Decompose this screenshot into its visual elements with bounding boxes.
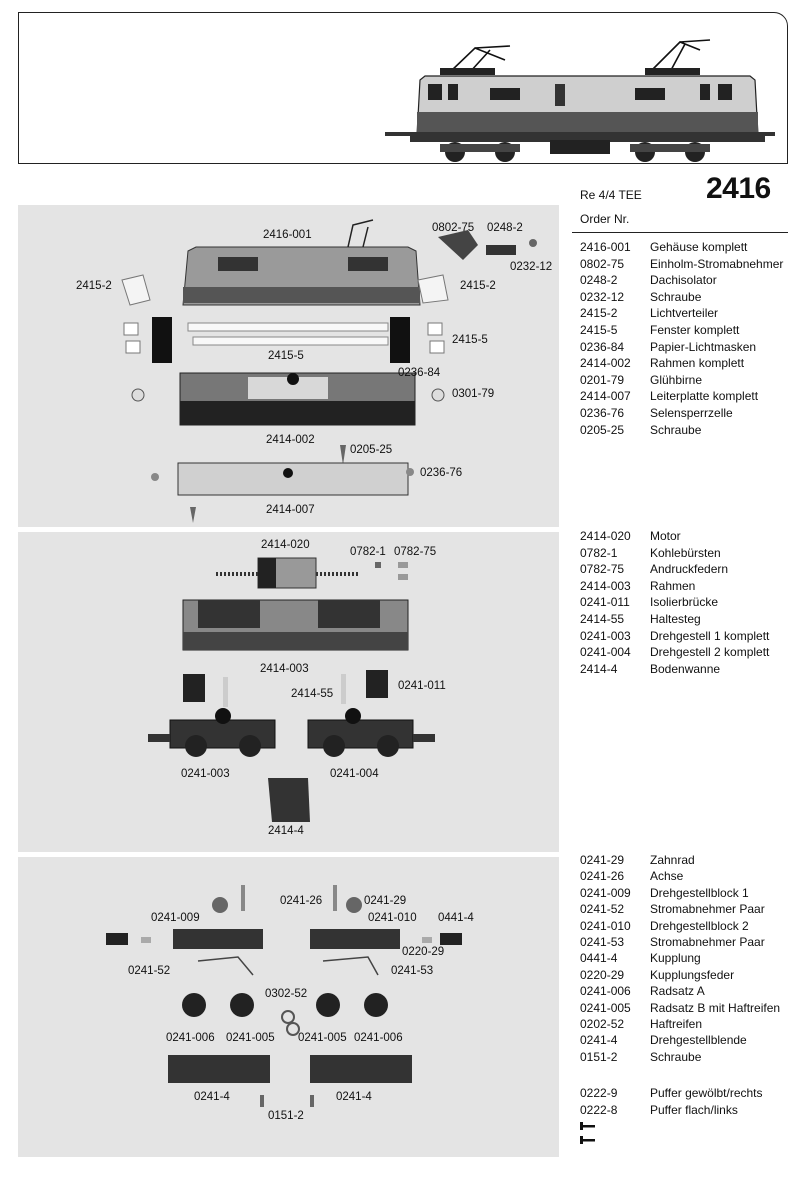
parts-list-chassis xyxy=(580,528,769,677)
part-label: 2414-007 xyxy=(266,504,315,516)
list-item: 0151-2 Schraube xyxy=(580,1049,702,1064)
part-label: 2414-55 xyxy=(291,688,334,700)
part-label: 2415-5 xyxy=(268,350,304,362)
part-label: 0241-29 xyxy=(364,895,407,907)
list-item: 2414-007 Leiterplatte komplett xyxy=(580,389,759,404)
model-name: Re 4/4 TEE xyxy=(580,188,642,202)
list-item: 0236-84 Papier-Lichtmasken xyxy=(580,339,757,354)
list-item: 0241-52 Stromabnehmer Paar xyxy=(580,902,765,917)
panel-chassis xyxy=(18,532,559,852)
part-label: 0241-4 xyxy=(336,1091,372,1103)
part-label: 0241-52 xyxy=(128,965,171,977)
parts-list-buffers xyxy=(580,1085,763,1118)
part-label: 0782-1 xyxy=(350,546,386,558)
part-label: 0241-005 xyxy=(298,1032,347,1044)
part-label: 0241-53 xyxy=(391,965,434,977)
list-item: 2415-2 Lichtverteiler xyxy=(580,306,719,321)
list-item: 0232-12 Schraube xyxy=(580,289,702,304)
part-label: 0236-84 xyxy=(398,367,441,379)
part-label: 0205-25 xyxy=(350,444,393,456)
locomotive-photo xyxy=(380,20,775,170)
list-item: 0782-1 Kohlebürsten xyxy=(580,545,721,560)
part-label: 0241-010 xyxy=(368,912,417,924)
part-label: 2414-020 xyxy=(261,539,310,551)
part-label: 0236-76 xyxy=(420,467,463,479)
part-label: 0782-75 xyxy=(394,546,437,558)
part-label: 2414-002 xyxy=(266,434,315,446)
part-label: 2415-5 xyxy=(452,334,488,346)
list-item: 0248-2 Dachisolator xyxy=(580,273,717,288)
part-label: 0241-26 xyxy=(280,895,323,907)
housing-exploded-photo xyxy=(18,205,559,527)
list-item: 2416-001 Gehäuse komplett xyxy=(580,240,748,254)
part-label: 0241-003 xyxy=(181,768,230,780)
list-item: 0241-53 Stromabnehmer Paar xyxy=(580,935,765,950)
part-label: 0302-52 xyxy=(265,988,308,1000)
list-item: 0782-75 Andruckfedern xyxy=(580,562,729,577)
part-label: 0232-12 xyxy=(510,261,553,273)
part-label: 0241-4 xyxy=(194,1091,230,1103)
parts-list-housing xyxy=(580,239,783,438)
part-label: 0241-004 xyxy=(330,768,379,780)
list-item: 2414-020 Motor xyxy=(580,529,681,543)
order-label: Order Nr. xyxy=(580,212,630,226)
list-item: 2414-4 Bodenwanne xyxy=(580,661,721,676)
part-label: 0241-009 xyxy=(151,912,200,924)
list-item: 0241-004 Drehgestell 2 komplett xyxy=(580,645,770,660)
part-label: 2416-001 xyxy=(263,229,312,241)
part-label: 0151-2 xyxy=(268,1110,304,1122)
list-item: 0241-009 Drehgestellblock 1 xyxy=(580,885,749,900)
list-item: 2414-55 Haltesteg xyxy=(580,611,701,626)
list-item: 0241-010 Drehgestellblock 2 xyxy=(580,918,749,933)
chassis-exploded-photo xyxy=(18,532,559,852)
part-label: 2414-003 xyxy=(260,663,309,675)
list-item: 0202-52 Haftreifen xyxy=(580,1017,703,1032)
list-item: 0802-75 Einholm-Stromabnehmer xyxy=(580,256,784,271)
article-number: 2416 xyxy=(706,172,771,205)
list-item: 0241-006 Radsatz A xyxy=(580,984,705,999)
parts-list-bogie xyxy=(580,852,780,1065)
buffer-icon xyxy=(580,1120,600,1148)
list-item: 0241-29 Zahnrad xyxy=(580,853,695,867)
list-item: 2415-5 Fenster komplett xyxy=(580,322,740,337)
part-label: 0241-006 xyxy=(354,1032,403,1044)
panel-housing xyxy=(18,205,559,527)
list-item: 2414-003 Rahmen xyxy=(580,578,696,593)
list-item: 0222-9 Puffer gewölbt/rechts xyxy=(580,1086,763,1100)
list-item: 0241-26 Achse xyxy=(580,869,684,884)
divider xyxy=(572,232,788,233)
part-label: 2414-4 xyxy=(268,825,304,837)
part-label: 0301-79 xyxy=(452,388,495,400)
part-label: 0220-29 xyxy=(402,946,445,958)
list-item: 2414-002 Rahmen komplett xyxy=(580,356,745,371)
list-item: 0241-4 Drehgestellblende xyxy=(580,1033,747,1048)
part-label: 0241-011 xyxy=(398,680,446,692)
part-label: 0241-006 xyxy=(166,1032,215,1044)
list-item: 0205-25 Schraube xyxy=(580,422,702,437)
list-item: 0201-79 Glühbirne xyxy=(580,372,703,387)
list-item: 0241-005 Radsatz B mit Haftreifen xyxy=(580,1000,781,1015)
list-item: 0220-29 Kupplungsfeder xyxy=(580,967,735,982)
list-item: 0222-8 Puffer flach/links xyxy=(580,1102,738,1117)
part-label: 0441-4 xyxy=(438,912,474,924)
part-label: 0248-2 xyxy=(487,222,523,234)
part-label: 2415-2 xyxy=(460,280,496,292)
part-label: 0241-005 xyxy=(226,1032,275,1044)
list-item: 0441-4 Kupplung xyxy=(580,951,701,966)
list-item: 0241-011 Isolierbrücke xyxy=(580,595,719,610)
part-label: 0802-75 xyxy=(432,222,475,234)
panel-bogie xyxy=(18,857,559,1157)
list-item: 0241-003 Drehgestell 1 komplett xyxy=(580,628,770,643)
part-label: 2415-2 xyxy=(76,280,112,292)
list-item: 0236-76 Selensperrzelle xyxy=(580,405,733,420)
